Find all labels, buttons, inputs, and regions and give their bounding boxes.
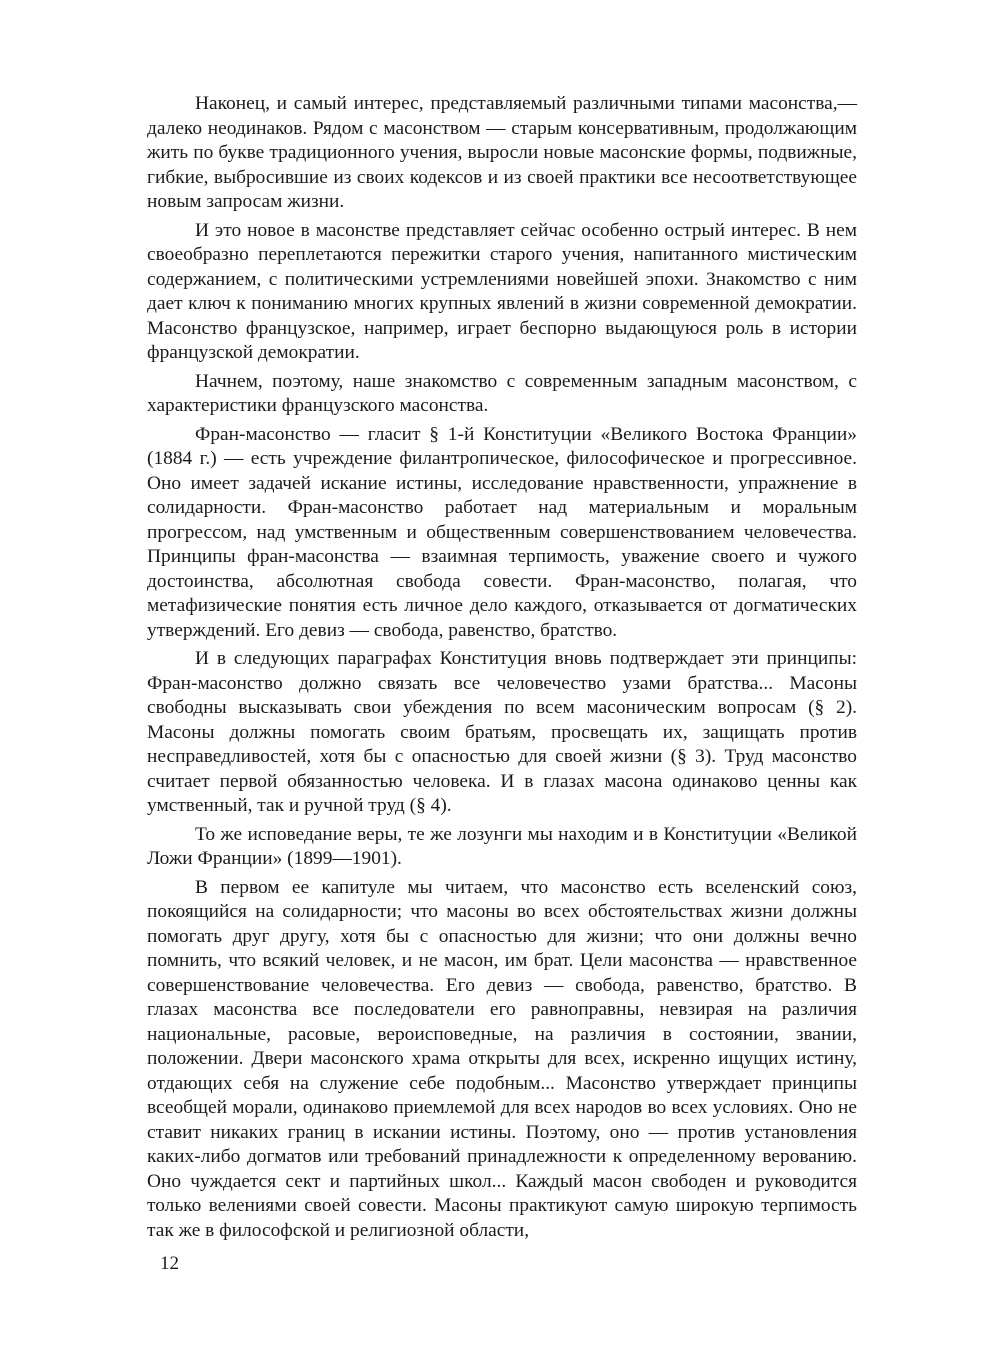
paragraph-7: В первом ее капитуле мы читаем, что масонство есть вселенский союз, покоящийся на солидарности; что масоны во всех обстоятельствах жизни должны помогать друг другу, хотя бы с опасностью для жизни; что они должны вечно помнить, что всякий человек, и не масон, им брат. Цели масонства — нравственное совершенствование человечества. Его девиз — свобода, равенство, братство. В глазах масонства все последователи его равноправны, невзирая на различия национальные, расовые, вероисповедные, на различия в состоянии, звании, положении. Двери масонского храма открыты для всех, искренно ищущих истину, отдающих себя на служение себе подобным... Масонство утверждает принципы всеобщей морали, одинаково приемлемой для всех народов во всех условиях. Оно не ставит никаких границ в искании истины. Поэтому, оно — против установления каких-либо догматов или требований принадлежности к определенному верованию. Оно чуждается сект и партийных школ... Каждый масон свободен и руководится только велениями своей совести. Масоны практикуют самую широкую терпимость так же в философской и религиозной области, xyxy=(147,876,857,1241)
paragraph-1: Наконец, и самый интерес, представляемый различными типами масонства,— далеко неодинаков. Рядом с масонством — старым консервативным, продолжающим жить по букве традиционного учения, выросли новые масонские формы, подвижные, гибкие, выбросившие из своих кодексов и из своей практики все несоответствующее новым запросам жизни. xyxy=(147,93,857,212)
page-body xyxy=(147,92,857,1247)
paragraph-3: Начнем, поэтому, наше знакомство с современным западным масонством, с характеристики французского масонства. xyxy=(147,370,857,416)
paragraph-5: И в следующих параграфах Конституция вновь подтверждает эти принципы: Фран-масонство должно связать все человечество узами братства... Масоны свободны высказывать свои убеждения по всем масоническим вопросам (§ 2). Масоны должны помогать своим братьям, просвещать их, защищать против несправедливостей, хотя бы с опасностью для своей жизни (§ 3). Труд масонство считает первой обязанностью человека. И в глазах масона одинаково ценны как умственный, так и ручной труд (§ 4). xyxy=(147,648,857,816)
page-number: 12 xyxy=(160,1253,179,1274)
paragraph-2: И это новое в масонстве представляет сейчас особенно острый интерес. В нем своеобразно переплетаются пережитки старого учения, напитанного мистическим содержанием, с политическими устремлениями новейшей эпохи. Знакомство с ним дает ключ к пониманию многих крупных явлений в жизни современной демократии. Масонство французское, например, играет беспорно выдающуюся роль в истории французской демократии. xyxy=(147,219,857,363)
paragraph-6: То же исповедание веры, те же лозунги мы находим и в Конституции «Великой Ложи Франции» (1899—1901). xyxy=(147,823,857,869)
paragraph-4: Фран-масонство — гласит § 1-й Конституции «Великого Востока Франции» (1884 г.) — есть учреждение филантропическое, философическое и прогрессивное. Оно имеет задачей искание истины, исследование нравственности, упражнение в солидарности. Фран-масонство работает над материальным и моральным прогрессом, над умственным и общественным совершенствованием человечества. Принципы фран-масонства — взаимная терпимость, уважение своего и чужого достоинства, абсолютная свобода совести. Фран-масонство, полагая, что метафизические понятия есть личное дело каждого, отказывается от догматических утверждений. Его девиз — свобода, равенство, братство. xyxy=(147,423,857,641)
